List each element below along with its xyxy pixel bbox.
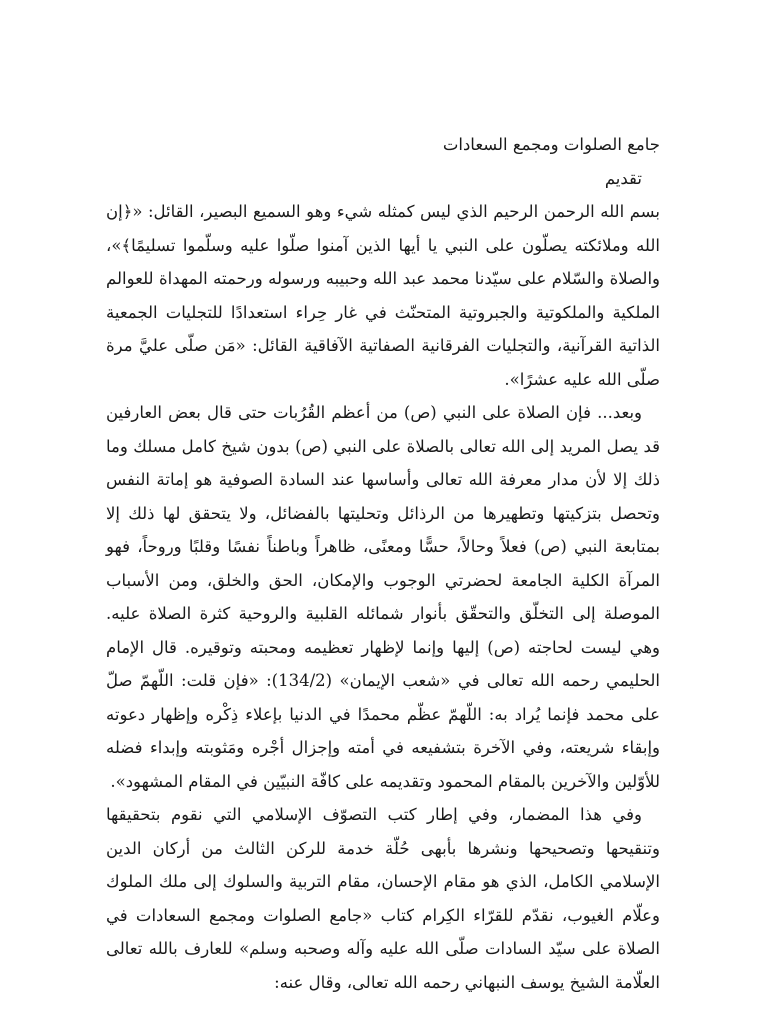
document-title: جامع الصلوات ومجمع السعادات <box>442 135 660 154</box>
paragraph-closing: وفي هذا المضمار، وفي إطار كتب التصوّف الإسلامي التي نقوم بتحقيقها وتنقيحها وتصحيحها ونشرها بأبهى حُلّة خدمة للركن الثالث من أركان الدين الإسلامي الكامل، الذي هو مقام الإحسان، مقام التربية والسلوك إلى ملك الملوك وعلّام الغيوب، نقدّم للقرّاء الكِرام كتاب «جامع الصلوات ومجمع السعادات في الصلاة على سيّد السادات صلّى الله عليه وآله وصحبه وسلم» للعارف بالله تعالى العلّامة الشيخ يوسف النبهاني رحمه الله تعالى، وقال عنه: <box>106 805 660 992</box>
document-page <box>106 128 660 999</box>
paragraph-body: وبعد... فإن الصلاة على النبي (ص) من أعظم القُرُبات حتى قال بعض العارفين قد يصل المريد إلى الله تعالى بالصلاة على النبي (ص) بدون شيخ كامل مسلك وما ذلك إلا لأن مدار معرفة الله تعالى وأساسها عند السادة الصوفية هو إماتة النفس وتحصل بتزكيتها وتطهيرها من الرذائل وتحليتها بالفضائل، ولا يتحقق لها ذلك إلا بمتابعة النبي (ص) فعلاً وحالاً، حسًّا ومعنًى، ظاهراً وباطناً نفسًا وقلبًا وروحاً، فهو المرآة الكلية الجامعة لحضرتي الوجوب والإمكان، الحق والخلق، ومن الأسباب الموصلة إلى التخلّق والتحقّق بأنوار شمائله القلبية والروحية كثرة الصلاة عليه. وهي ليست لحاجته (ص) إليها وإنما لإظهار تعظيمه ومحبته وتوقيره. قال الإمام الحليمي رحمه الله تعالى في «شعب الإيمان» (134/2): «فإن قلت: اللّهمّ صلّ على محمد فإنما يُراد به: اللّهمّ عظّم محمدًا في الدنيا بإعلاء ذِكْره وإظهار دعوته وإبقاء شريعته، وفي الآخرة بتشفيعه في أمته وإجزال أجْره ومَثوبته وإبداء فضله للأوّلين والآخرين بالمقام المحمود وتقديمه على كافّة النبيّين في المقام المشهود». <box>106 403 660 791</box>
section-heading: تقديم <box>604 168 642 188</box>
paragraph-opening: بسم الله الرحمن الرحيم الذي ليس كمثله شيء وهو السميع البصير، القائل: «﴿إن الله وملائكته يصلّون على النبي يا أيها الذين آمنوا صلّوا عليه وسلّموا تسليمًا﴾»، والصلاة والسّلام على سيّدنا محمد عبد الله وحبيبه ورسوله ورحمته المهداة للعوالم الملكية والملكوتية والجبروتية المتحنّث في غار حِراء استعدادًا للتجليات الجمعية الذاتية القرآنية، والتجليات الفرقانية الصفاتية الآفاقية القائل: «مَن صلّى عليَّ مرة صلّى الله عليه عشرًا». <box>106 202 660 389</box>
